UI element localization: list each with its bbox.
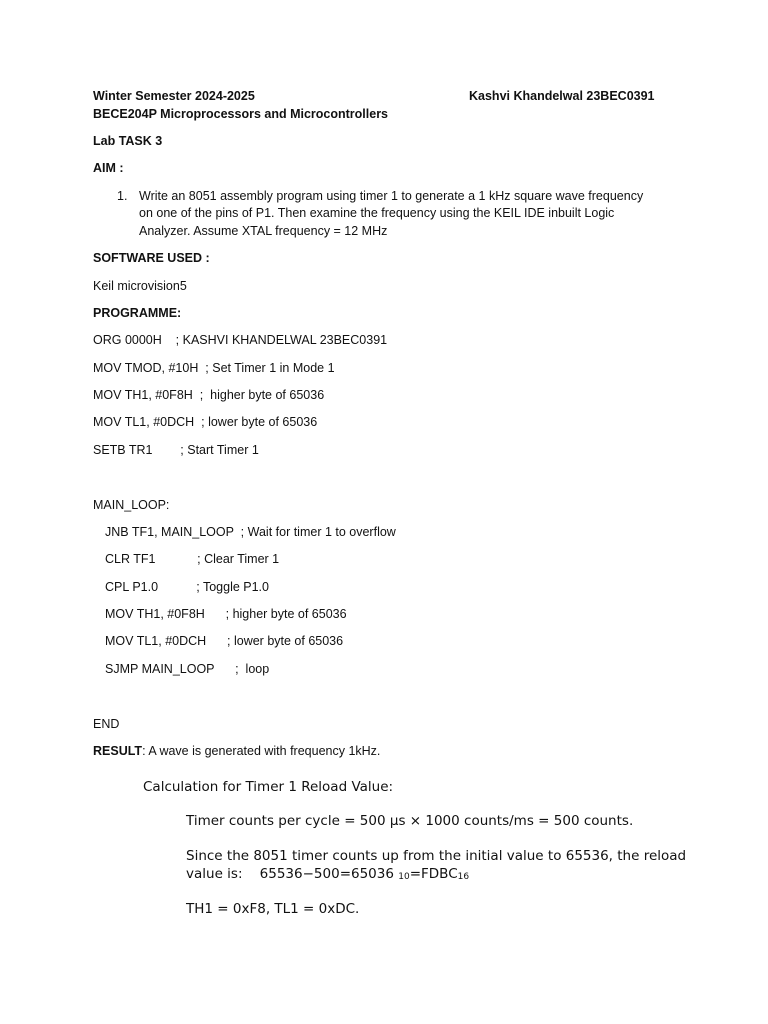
aim-line: Write an 8051 assembly program using timer 1 to generate a 1 kHz square wave frequency — [139, 189, 644, 203]
code-line: CPL P1.0 ; Toggle P1.0 — [105, 580, 269, 594]
aim-item-number: 1. — [117, 189, 128, 203]
semester-heading: Winter Semester 2024-2025 — [93, 89, 255, 103]
code-line: MOV TMOD, #10H ; Set Timer 1 in Mode 1 — [93, 361, 335, 375]
code-line: SJMP MAIN_LOOP ; loop — [105, 662, 270, 676]
calculation-heading: Calculation for Timer 1 Reload Value: — [143, 779, 394, 795]
result-line — [93, 743, 380, 759]
calculation-reload-value — [186, 866, 469, 885]
software-heading: SOFTWARE USED : — [93, 251, 210, 265]
code-line: ORG 0000H ; KASHVI KHANDELWAL 23BEC0391 — [93, 333, 388, 347]
code-end: END — [93, 717, 120, 731]
software-value: Keil microvision5 — [93, 279, 187, 293]
aim-heading: AIM : — [93, 161, 124, 175]
calculation-reload: Since the 8051 timer counts up from the initial value to 65536, the reload — [186, 848, 687, 864]
course-title: BECE204P Microprocessors and Microcontrollers — [93, 107, 389, 121]
reload-hex: =FDBC — [409, 866, 458, 882]
base-10-subscript: 10 — [398, 872, 410, 882]
result-label: RESULT — [93, 744, 143, 758]
base-16-subscript: 16 — [457, 872, 470, 882]
aim-line: on one of the pins of P1. Then examine the frequency using the KEIL IDE inbuilt Logic — [139, 206, 615, 220]
code-line: CLR TF1 ; Clear Timer 1 — [105, 552, 280, 566]
lab-title: Lab TASK 3 — [93, 134, 163, 148]
result-text: : A wave is generated with frequency 1kHz. — [142, 744, 381, 758]
aim-line: Analyzer. Assume XTAL frequency = 12 MHz — [139, 224, 388, 238]
programme-heading: PROGRAMME: — [93, 306, 182, 320]
student-name: Kashvi Khandelwal 23BEC0391 — [469, 89, 655, 103]
reload-prefix: value is: 65536−500=65036 — [186, 866, 399, 882]
code-line: JNB TF1, MAIN_LOOP ; Wait for timer 1 to overflow — [105, 525, 396, 539]
code-line: MOV TH1, #0F8H ; higher byte of 65036 — [93, 388, 325, 402]
code-line: MOV TL1, #0DCH ; lower byte of 65036 — [105, 634, 344, 648]
calculation-counts: Timer counts per cycle = 500 μs × 1000 counts/ms = 500 counts. — [186, 813, 634, 829]
code-line: SETB TR1 ; Start Timer 1 — [93, 443, 259, 457]
calculation-final: TH1 = 0xF8, TL1 = 0xDC. — [186, 901, 360, 917]
code-line: MOV TL1, #0DCH ; lower byte of 65036 — [93, 415, 318, 429]
code-line: MOV TH1, #0F8H ; higher byte of 65036 — [105, 607, 347, 621]
code-label: MAIN_LOOP: — [93, 498, 170, 512]
